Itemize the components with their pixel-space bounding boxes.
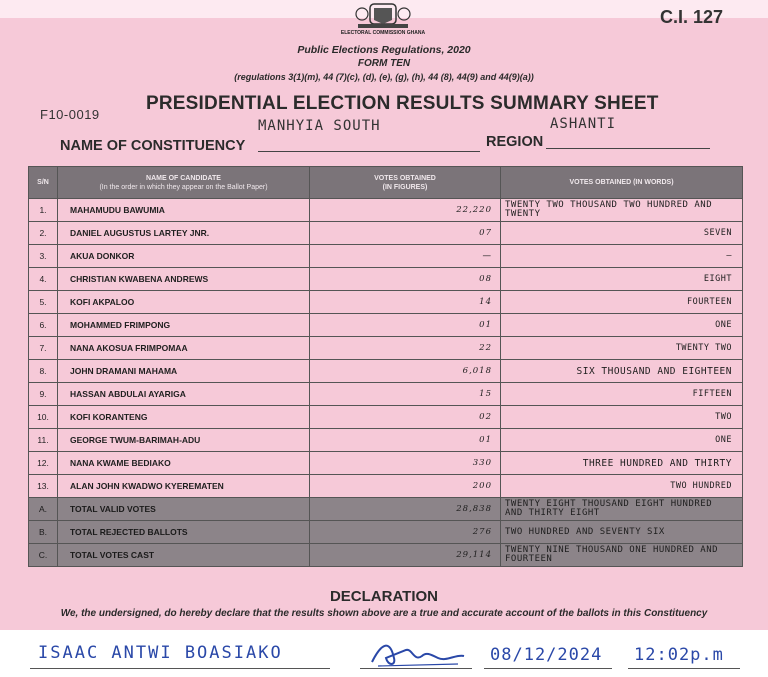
- declaration-time: 12:02p.m: [634, 645, 724, 665]
- total-label: TOTAL VOTES CAST: [58, 544, 310, 567]
- row-sn: 8.: [29, 360, 58, 383]
- constituency-line: [258, 151, 480, 152]
- votes-words: ONE: [501, 429, 743, 452]
- total-words: TWENTY NINE THOUSAND ONE HUNDRED AND FOURTEEN: [501, 544, 743, 567]
- candidate-name: HASSAN ABDULAI AYARIGA: [58, 383, 310, 406]
- table-row: [29, 452, 743, 475]
- votes-figures: 02: [310, 406, 501, 429]
- row-sn: 7.: [29, 337, 58, 360]
- name-line: [30, 668, 330, 669]
- figures-header-sub: (IN FIGURES): [382, 183, 428, 191]
- votes-figures: 15: [310, 383, 501, 406]
- table-row: [29, 406, 743, 429]
- votes-figures: 22,220: [310, 199, 501, 222]
- table-row: [29, 429, 743, 452]
- table-row: [29, 222, 743, 245]
- votes-words: SIX THOUSAND AND EIGHTEEN: [501, 360, 743, 383]
- row-sn: 3.: [29, 245, 58, 268]
- sheet-title: PRESIDENTIAL ELECTION RESULTS SUMMARY SHEET: [146, 93, 659, 114]
- row-sn: A.: [29, 498, 58, 521]
- table-row: [29, 199, 743, 222]
- row-sn: 12.: [29, 452, 58, 475]
- table-row: [29, 291, 743, 314]
- candidate-header-label: NAME OF CANDIDATE: [146, 174, 221, 182]
- table-row: [29, 245, 743, 268]
- table-header-row: [29, 167, 743, 199]
- region-label: REGION: [486, 134, 544, 150]
- declaration-text: We, the undersigned, do hereby declare that the results shown above are a true and accurate account of the ballots in this Constituency: [60, 608, 708, 619]
- total-figures: 28,838: [310, 498, 501, 521]
- votes-figures: 08: [310, 268, 501, 291]
- form-number: F10-0019: [40, 107, 100, 122]
- coat-of-arms-icon: [352, 0, 414, 30]
- votes-words: TWENTY TWO: [501, 337, 743, 360]
- votes-words: —: [501, 245, 743, 268]
- candidate-name: MOHAMMED FRIMPONG: [58, 314, 310, 337]
- votes-words: FOURTEEN: [501, 291, 743, 314]
- declaration-title: DECLARATION: [329, 588, 439, 605]
- candidate-name: CHRISTIAN KWABENA ANDREWS: [58, 268, 310, 291]
- candidate-name: DANIEL AUGUSTUS LARTEY JNR.: [58, 222, 310, 245]
- emblem-caption: ELECTORAL COMMISSION GHANA: [340, 30, 426, 36]
- votes-figures: 07: [310, 222, 501, 245]
- total-words: TWENTY EIGHT THOUSAND EIGHT HUNDRED AND THIRTY EIGHT: [501, 498, 743, 521]
- table-row: [29, 475, 743, 498]
- figures-header-label: VOTES OBTAINED: [374, 174, 436, 182]
- col-figures-header: [310, 167, 501, 199]
- form-name: FORM TEN: [357, 58, 411, 69]
- table-row: [29, 337, 743, 360]
- region-value: ASHANTI: [550, 116, 617, 132]
- row-sn: B.: [29, 521, 58, 544]
- total-figures: 276: [310, 521, 501, 544]
- table-row: [29, 268, 743, 291]
- form-code: C.I. 127: [660, 7, 724, 27]
- regulations-reference: (regulations 3(1)(m), 44 (7)(c), (d), (e), (g), (h), 44 (8), 44(9) and 44(9)(a)): [234, 72, 534, 82]
- row-sn: C.: [29, 544, 58, 567]
- table-row: [29, 360, 743, 383]
- total-valid-row: [29, 498, 743, 521]
- candidate-name: JOHN DRAMANI MAHAMA: [58, 360, 310, 383]
- row-sn: 1.: [29, 199, 58, 222]
- votes-figures: 22: [310, 337, 501, 360]
- candidate-name: GEORGE TWUM-BARIMAH-ADU: [58, 429, 310, 452]
- region-line: [546, 148, 710, 149]
- candidate-header-sub: (In the order in which they appear on the Ballot Paper): [99, 183, 268, 191]
- votes-words: TWO HUNDRED: [501, 475, 743, 498]
- total-figures: 29,114: [310, 544, 501, 567]
- votes-figures: —: [310, 245, 501, 268]
- candidate-name: MAHAMUDU BAWUMIA: [58, 199, 310, 222]
- regulations-title: Public Elections Regulations, 2020: [297, 44, 471, 56]
- total-cast-row: [29, 544, 743, 567]
- votes-figures: 6,018: [310, 360, 501, 383]
- row-sn: 13.: [29, 475, 58, 498]
- signatory-name: ISAAC ANTWI BOASIAKO: [38, 643, 283, 663]
- votes-words: TWO: [501, 406, 743, 429]
- signature-line: [360, 668, 472, 669]
- votes-figures: 330: [310, 452, 501, 475]
- total-label: TOTAL VALID VOTES: [58, 498, 310, 521]
- row-sn: 11.: [29, 429, 58, 452]
- declaration-date: 08/12/2024: [490, 645, 603, 665]
- total-words: TWO HUNDRED AND SEVENTY SIX: [501, 521, 743, 544]
- col-sn-header: S/N: [29, 167, 58, 199]
- votes-words: ONE: [501, 314, 743, 337]
- results-table: [28, 166, 743, 567]
- votes-figures: 01: [310, 314, 501, 337]
- total-rejected-row: [29, 521, 743, 544]
- votes-figures: 200: [310, 475, 501, 498]
- row-sn: 4.: [29, 268, 58, 291]
- row-sn: 5.: [29, 291, 58, 314]
- col-candidate-header: [58, 167, 310, 199]
- votes-figures: 14: [310, 291, 501, 314]
- constituency-value: MANHYIA SOUTH: [258, 118, 381, 134]
- votes-words: FIFTEEN: [501, 383, 743, 406]
- time-line: [628, 668, 740, 669]
- candidate-name: KOFI KORANTENG: [58, 406, 310, 429]
- signature-icon: [368, 636, 468, 670]
- row-sn: 10.: [29, 406, 58, 429]
- constituency-label: NAME OF CONSTITUENCY: [60, 138, 246, 154]
- candidate-name: KOFI AKPALOO: [58, 291, 310, 314]
- votes-words: SEVEN: [501, 222, 743, 245]
- row-sn: 6.: [29, 314, 58, 337]
- candidate-name: AKUA DONKOR: [58, 245, 310, 268]
- candidate-name: NANA KWAME BEDIAKO: [58, 452, 310, 475]
- candidate-name: NANA AKOSUA FRIMPOMAA: [58, 337, 310, 360]
- row-sn: 9.: [29, 383, 58, 406]
- date-line: [484, 668, 612, 669]
- col-words-header: VOTES OBTAINED (IN WORDS): [501, 167, 743, 199]
- row-sn: 2.: [29, 222, 58, 245]
- votes-words: TWENTY TWO THOUSAND TWO HUNDRED AND TWENTY: [501, 199, 743, 222]
- table-row: [29, 383, 743, 406]
- votes-words: THREE HUNDRED AND THIRTY: [501, 452, 743, 475]
- total-label: TOTAL REJECTED BALLOTS: [58, 521, 310, 544]
- candidate-name: ALAN JOHN KWADWO KYEREMATEN: [58, 475, 310, 498]
- table-row: [29, 314, 743, 337]
- votes-figures: 01: [310, 429, 501, 452]
- votes-words: EIGHT: [501, 268, 743, 291]
